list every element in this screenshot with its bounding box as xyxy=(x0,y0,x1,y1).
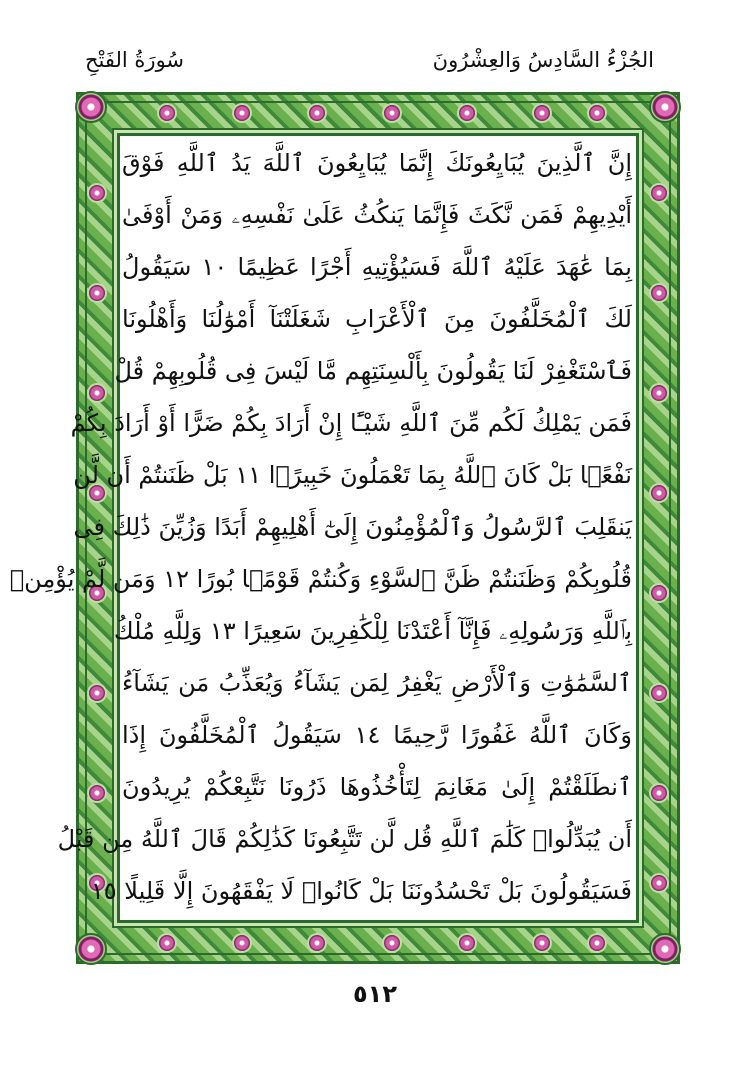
text-line: فَٱسْتَغْفِرْ لَنَا يَقُولُونَ بِأَلْسِنَتِهِم مَّا لَيْسَ فِى قُلُوبِهِمْ قُلْ xyxy=(114,357,632,385)
text-line: لَكَ ٱلْمُخَلَّفُونَ مِنَ ٱلْأَعْرَابِ شَغَلَتْنَآ أَمْوَٰلُنَا وَأَهْلُونَا xyxy=(122,305,632,333)
text-line: أَن يُبَدِّلُوا۟ كَلَٰمَ ٱللَّهِ قُل لَّن تَتَّبِعُونَا كَذَٰلِكُمْ قَالَ ٱللَّهُ مِن قَبْلُ xyxy=(57,825,632,853)
flower-ornament-icon xyxy=(651,875,667,891)
flower-ornament-icon xyxy=(459,935,475,951)
text-line: قُلُوبِكُمْ وَظَنَنتُمْ ظَنَّ ٱلسَّوْءِ وَكُنتُمْ قَوْمًۢا بُورًا ١٢ وَمَن لَّمْ يُؤْمِنۢ xyxy=(9,565,632,593)
flower-ornament-icon xyxy=(89,385,105,401)
text-line: بِمَا عَٰهَدَ عَلَيْهُ ٱللَّهَ فَسَيُؤْتِيهِ أَجْرًا عَظِيمًا ١٠ سَيَقُولُ xyxy=(122,253,632,281)
flower-ornament-icon xyxy=(159,935,175,951)
flower-ornament-icon xyxy=(89,785,105,801)
text-line: نَفْعًۢا بَلْ كَانَ ٱللَّهُ بِمَا تَعْمَلُونَ خَبِيرًۢا ١١ بَلْ ظَنَنتُمْ أَن لَّن xyxy=(73,461,632,489)
flower-ornament-icon xyxy=(234,105,250,121)
text-line: ٱلسَّمَٰوَٰتِ وَٱلْأَرْضِ يَغْفِرُ لِمَن يَشَآءُ وَيُعَذِّبُ مَن يَشَآءُ xyxy=(122,669,632,697)
text-line: ٱنطَلَقْتُمْ إِلَىٰ مَغَانِمَ لِتَأْخُذُوهَا ذَرُونَا نَتَّبِعْكُمْ يُرِيدُونَ xyxy=(122,773,632,801)
flower-ornament-icon xyxy=(651,385,667,401)
flower-ornament-icon xyxy=(651,185,667,201)
flower-ornament-icon xyxy=(384,935,400,951)
flower-ornament-icon xyxy=(651,285,667,301)
text-line: فَمَن يَمْلِكُ لَكُم مِّنَ ٱللَّهِ شَيْـًٔا إِنْ أَرَادَ بِكُمْ ضَرًّا أَوْ أَرَادَ بِكُمْ xyxy=(70,409,632,437)
text-line: وَكَانَ ٱللَّهُ غَفُورًا رَّحِيمًا ١٤ سَيَقُولُ ٱلْمُخَلَّفُونَ إِذَا xyxy=(122,721,633,749)
flower-ornament-icon xyxy=(459,105,475,121)
flower-ornament-icon xyxy=(534,105,550,121)
flower-ornament-icon xyxy=(589,105,605,121)
flower-ornament-icon xyxy=(534,935,550,951)
juz-title: الجُزْءُ السَّادِسُ وَالعِشْرُونَ xyxy=(432,48,654,72)
flower-ornament-icon xyxy=(89,285,105,301)
flower-ornament-icon xyxy=(651,785,667,801)
flower-ornament-icon xyxy=(651,585,667,601)
corner-flower-icon xyxy=(75,91,107,123)
flower-ornament-icon xyxy=(234,935,250,951)
flower-ornament-icon xyxy=(159,105,175,121)
flower-ornament-icon xyxy=(651,485,667,501)
page-header xyxy=(0,48,750,88)
text-line: فَسَيَقُولُونَ بَلْ تَحْسُدُونَنَا بَلْ كَانُوا۟ لَا يَفْقَهُونَ إِلَّا قَلِيلًا ١٥ xyxy=(90,877,632,905)
text-line: أَيْدِيهِمْ فَمَن نَّكَثَ فَإِنَّمَا يَنكُثُ عَلَىٰ نَفْسِهِۦ وَمَنْ أَوْفَىٰ xyxy=(122,201,632,229)
text-line: بِٱللَّهِ وَرَسُولِهِۦ فَإِنَّآ أَعْتَدْنَا لِلْكَٰفِرِينَ سَعِيرًا ١٣ وَلِلَّهِ مُلْكُ xyxy=(113,617,632,645)
flower-ornament-icon xyxy=(589,935,605,951)
quran-text xyxy=(9,140,633,930)
corner-flower-icon xyxy=(75,933,107,965)
flower-ornament-icon xyxy=(89,685,105,701)
flower-ornament-icon xyxy=(384,105,400,121)
corner-flower-icon xyxy=(649,933,681,965)
flower-ornament-icon xyxy=(89,185,105,201)
flower-ornament-icon xyxy=(309,105,325,121)
page-number: ٥١٢ xyxy=(353,980,397,1008)
text-line: يَنقَلِبَ ٱلرَّسُولُ وَٱلْمُؤْمِنُونَ إِلَىٰٓ أَهْلِيهِمْ أَبَدًا وَزُيِّنَ ذَٰلِكَ فِى xyxy=(73,513,632,541)
flower-ornament-icon xyxy=(309,935,325,951)
text-line: إِنَّ ٱلَّذِينَ يُبَايِعُونَكَ إِنَّمَا يُبَايِعُونَ ٱللَّهَ يَدُ ٱللَّهِ فَوْقَ xyxy=(122,149,632,177)
flower-ornament-icon xyxy=(651,685,667,701)
corner-flower-icon xyxy=(649,91,681,123)
surah-title: سُورَةُ الفَتْحِ xyxy=(85,48,185,72)
